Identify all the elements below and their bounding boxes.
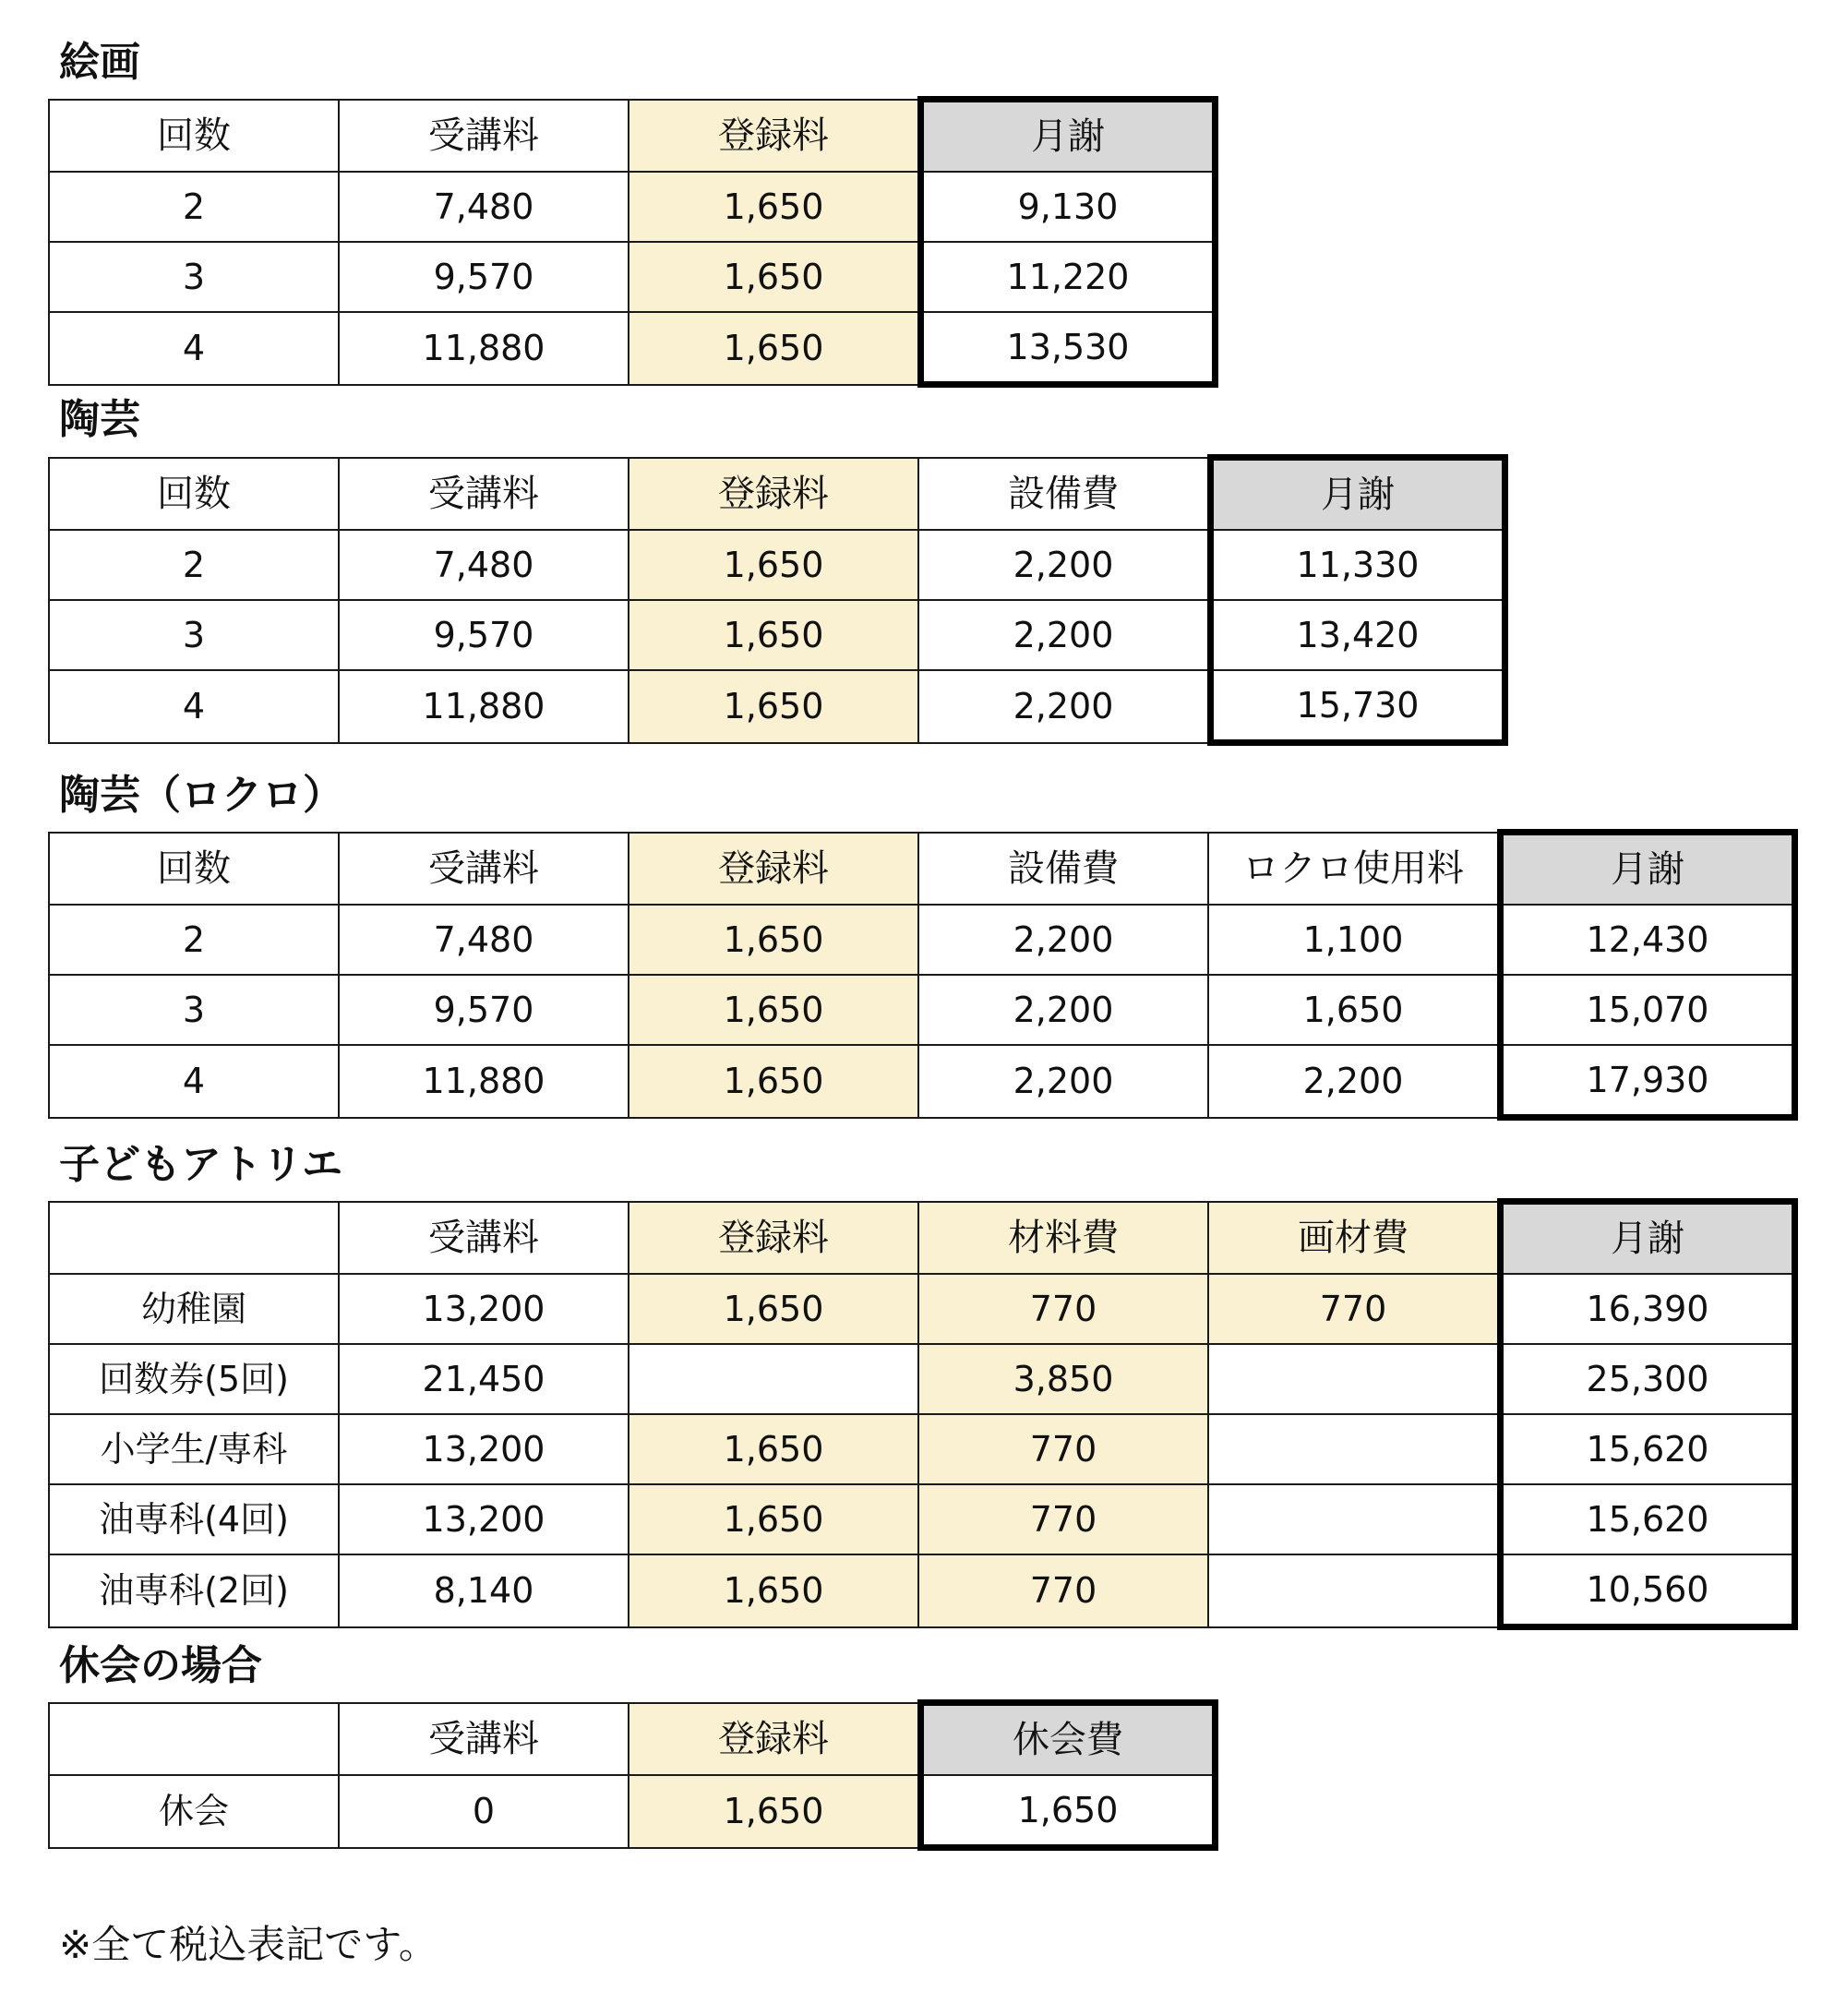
cell-monthly-fee: 25,300 (1501, 1344, 1795, 1414)
header-tuition: 受講料 (339, 458, 629, 531)
cell-equipment: 2,200 (918, 670, 1211, 743)
cell-art-supplies (1208, 1414, 1501, 1484)
fee-table-pottery (48, 454, 1508, 746)
cell-material: 770 (918, 1274, 1208, 1344)
cell-wheel-usage: 1,650 (1208, 975, 1501, 1045)
cell-course: 小学生/専科 (49, 1414, 339, 1484)
cell-count: 3 (49, 600, 339, 670)
header-equipment: 設備費 (918, 458, 1211, 531)
cell-registration: 1,650 (629, 975, 918, 1045)
table-row (49, 312, 1216, 385)
cell-tuition: 7,480 (339, 530, 629, 600)
cell-material: 770 (918, 1414, 1208, 1484)
cell-art-supplies: 770 (1208, 1274, 1501, 1344)
header-blank (49, 1202, 339, 1275)
cell-course: 休会 (49, 1775, 339, 1848)
section-title-painting: 絵画 (59, 39, 140, 86)
cell-monthly-fee: 10,560 (1501, 1554, 1795, 1627)
cell-registration: 1,650 (629, 242, 921, 312)
cell-equipment: 2,200 (918, 905, 1208, 975)
cell-registration: 1,650 (629, 1045, 918, 1118)
cell-registration: 1,650 (629, 600, 918, 670)
section-title-pottery: 陶芸 (59, 396, 140, 443)
cell-monthly-fee: 15,730 (1211, 670, 1505, 743)
header-art-supplies: 画材費 (1208, 1202, 1501, 1275)
header-leave-fee: 休会費 (921, 1703, 1216, 1776)
table-row (49, 1554, 1795, 1627)
cell-art-supplies (1208, 1484, 1501, 1554)
cell-registration: 1,650 (629, 172, 921, 242)
cell-registration: 1,650 (629, 905, 918, 975)
cell-count: 4 (49, 1045, 339, 1118)
cell-tuition: 7,480 (339, 172, 629, 242)
cell-registration: 1,650 (629, 1484, 918, 1554)
cell-tuition: 11,880 (339, 670, 629, 743)
table-row (49, 1414, 1795, 1484)
cell-tuition: 9,570 (339, 975, 629, 1045)
table-row (49, 1775, 1216, 1848)
cell-wheel-usage: 2,200 (1208, 1045, 1501, 1118)
cell-tuition: 7,480 (339, 905, 629, 975)
header-registration: 登録料 (629, 100, 921, 173)
cell-count: 3 (49, 242, 339, 312)
header-count: 回数 (49, 458, 339, 531)
cell-course: 回数券(5回) (49, 1344, 339, 1414)
table-header-row (49, 833, 1795, 906)
cell-registration: 1,650 (629, 1775, 921, 1848)
table-row (49, 1274, 1795, 1344)
header-monthly-fee: 月謝 (1211, 458, 1505, 531)
cell-monthly-fee: 12,430 (1501, 905, 1795, 975)
cell-tuition: 11,880 (339, 312, 629, 385)
cell-tuition: 13,200 (339, 1414, 629, 1484)
cell-material: 3,850 (918, 1344, 1208, 1414)
table-header-row (49, 100, 1216, 173)
header-tuition: 受講料 (339, 1202, 629, 1275)
cell-count: 2 (49, 530, 339, 600)
cell-registration: 1,650 (629, 1274, 918, 1344)
table-header-row (49, 1202, 1795, 1275)
cell-count: 4 (49, 312, 339, 385)
cell-wheel-usage: 1,100 (1208, 905, 1501, 975)
fee-table-painting (48, 96, 1218, 388)
tax-footnote: ※全て税込表記です。 (59, 1922, 438, 1967)
cell-tuition: 21,450 (339, 1344, 629, 1414)
cell-monthly-fee: 15,070 (1501, 975, 1795, 1045)
section-title-pottery-wheel: 陶芸（ロクロ） (59, 772, 343, 819)
header-wheel-usage: ロクロ使用料 (1208, 833, 1501, 906)
cell-registration: 1,650 (629, 670, 918, 743)
table-row (49, 1484, 1795, 1554)
cell-monthly-fee: 16,390 (1501, 1274, 1795, 1344)
fee-table-kids-atelier (48, 1198, 1798, 1630)
cell-course: 幼稚園 (49, 1274, 339, 1344)
cell-monthly-fee: 13,530 (921, 312, 1216, 385)
header-monthly-fee: 月謝 (1501, 833, 1795, 906)
cell-tuition: 13,200 (339, 1484, 629, 1554)
header-registration: 登録料 (629, 833, 918, 906)
cell-registration: 1,650 (629, 312, 921, 385)
table-row (49, 1344, 1795, 1414)
cell-monthly-fee: 15,620 (1501, 1484, 1795, 1554)
cell-equipment: 2,200 (918, 600, 1211, 670)
table-row (49, 905, 1795, 975)
header-equipment: 設備費 (918, 833, 1208, 906)
cell-tuition: 8,140 (339, 1554, 629, 1627)
header-monthly-fee: 月謝 (1501, 1202, 1795, 1275)
cell-art-supplies (1208, 1344, 1501, 1414)
fee-table-pottery-wheel (48, 829, 1798, 1121)
fee-table-leave (48, 1699, 1218, 1851)
table-row (49, 242, 1216, 312)
header-tuition: 受講料 (339, 833, 629, 906)
cell-course: 油専科(4回) (49, 1484, 339, 1554)
header-blank (49, 1703, 339, 1776)
cell-monthly-fee: 11,330 (1211, 530, 1505, 600)
cell-material: 770 (918, 1484, 1208, 1554)
table-row (49, 600, 1505, 670)
table-row (49, 1045, 1795, 1118)
cell-tuition: 9,570 (339, 600, 629, 670)
table-row (49, 670, 1505, 743)
cell-count: 3 (49, 975, 339, 1045)
cell-monthly-fee: 9,130 (921, 172, 1216, 242)
section-title-leave: 休会の場合 (59, 1642, 262, 1689)
table-row (49, 172, 1216, 242)
cell-count: 2 (49, 172, 339, 242)
cell-registration: 1,650 (629, 1554, 918, 1627)
cell-tuition: 0 (339, 1775, 629, 1848)
header-tuition: 受講料 (339, 100, 629, 173)
cell-registration: 1,650 (629, 1414, 918, 1484)
header-count: 回数 (49, 833, 339, 906)
cell-count: 4 (49, 670, 339, 743)
cell-leave-fee: 1,650 (921, 1775, 1216, 1848)
cell-monthly-fee: 17,930 (1501, 1045, 1795, 1118)
cell-art-supplies (1208, 1554, 1501, 1627)
cell-course: 油専科(2回) (49, 1554, 339, 1627)
header-tuition: 受講料 (339, 1703, 629, 1776)
cell-count: 2 (49, 905, 339, 975)
cell-registration (629, 1344, 918, 1414)
cell-equipment: 2,200 (918, 1045, 1208, 1118)
cell-tuition: 13,200 (339, 1274, 629, 1344)
table-header-row (49, 1703, 1216, 1776)
cell-equipment: 2,200 (918, 530, 1211, 600)
cell-material: 770 (918, 1554, 1208, 1627)
header-count: 回数 (49, 100, 339, 173)
header-registration: 登録料 (629, 458, 918, 531)
header-registration: 登録料 (629, 1703, 921, 1776)
cell-monthly-fee: 11,220 (921, 242, 1216, 312)
cell-registration: 1,650 (629, 530, 918, 600)
cell-tuition: 11,880 (339, 1045, 629, 1118)
table-header-row (49, 458, 1505, 531)
cell-equipment: 2,200 (918, 975, 1208, 1045)
header-monthly-fee: 月謝 (921, 100, 1216, 173)
section-title-kids-atelier: 子どもアトリエ (59, 1141, 343, 1188)
cell-tuition: 9,570 (339, 242, 629, 312)
header-material: 材料費 (918, 1202, 1208, 1275)
header-registration: 登録料 (629, 1202, 918, 1275)
table-row (49, 975, 1795, 1045)
table-row (49, 530, 1505, 600)
cell-monthly-fee: 15,620 (1501, 1414, 1795, 1484)
cell-monthly-fee: 13,420 (1211, 600, 1505, 670)
